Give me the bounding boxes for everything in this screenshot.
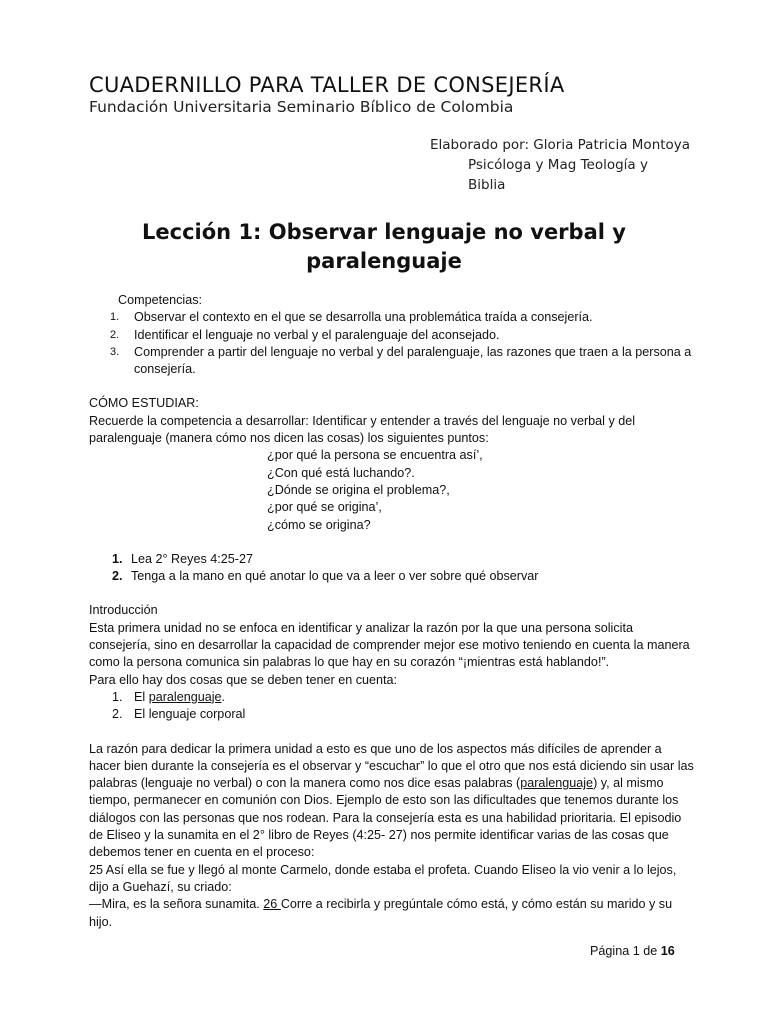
- list-item: [89, 309, 694, 326]
- como-estudiar-heading: CÓMO ESTUDIAR:: [89, 396, 199, 411]
- lesson-title: Lección 1: Observar lenguaje no verbal y paralenguaje: [142, 220, 626, 273]
- paragraph-text: La razón para dedicar la primera unidad a esto es que uno de los aspectos más difíciles de aprender a hacer bien durante la consejería es el observar y “escuchar” lo que el otro que nos está diciendo sin usar las palabras (lenguaje no verbal) o con la manera como nos dice esas palabras (: [89, 741, 694, 791]
- list-text: Lea 2° Reyes 4:25-27: [131, 551, 253, 566]
- competencias-list: [89, 309, 694, 378]
- list-item: [89, 344, 694, 379]
- introduccion-paragraph-4: 25 Así ella se fue y llegó al monte Carmelo, donde estaba el profeta. Cuando Eliseo la vio venir a lo lejos, dijo a Guehazí, su criado:: [89, 862, 677, 894]
- question-item: ¿Con qué está luchando?.: [267, 465, 415, 480]
- introduccion-paragraph-1: Esta primera unidad no se enfoca en identificar y analizar la razón por la que una persona solicita consejería, sino en desarrollar la capacidad de comprender mejor ese motivo teniendo en cuenta la manera como la persona comunica sin palabras lo que hay en su corazón “¡mientras está hablando!”.: [89, 620, 690, 670]
- list-number: 2.: [112, 569, 123, 584]
- underlined-term: paralenguaje: [520, 776, 594, 791]
- question-item: ¿por qué se origina’,: [267, 500, 382, 515]
- questions-list: [89, 447, 694, 533]
- page-number: [590, 944, 675, 958]
- list-number: 3.: [110, 345, 120, 358]
- list-number: 1.: [112, 689, 123, 704]
- list-number: 2.: [110, 328, 120, 341]
- document-body: [89, 292, 694, 931]
- list-number: 2.: [112, 707, 123, 722]
- author-line-1: Elaborado por: Gloria Patricia Montoya: [430, 137, 691, 153]
- introduccion-paragraph-3: [89, 741, 694, 862]
- list-text-end: .: [221, 689, 226, 704]
- introduccion-list: [89, 689, 694, 724]
- underlined-term: paralenguaje: [148, 689, 222, 704]
- page-total: 16: [660, 944, 675, 958]
- introduccion-paragraph-2: Para ello hay dos cosas que se deben tener en cuenta:: [89, 672, 398, 687]
- question-item: ¿cómo se origina?: [267, 517, 371, 532]
- list-text: El: [134, 689, 149, 704]
- paragraph-text: Corre a recibirla y pregúntale cómo está, y cómo están su marido y su hijo.: [89, 897, 673, 929]
- document-subtitle: Fundación Universitaria Seminario Bíblico de Colombia: [89, 98, 514, 116]
- introduccion-heading: Introducción: [89, 603, 158, 618]
- author-line-2: Psicóloga y Mag Teología y: [468, 157, 648, 173]
- page-number-prefix: Página 1 de: [590, 944, 661, 958]
- paragraph-text: ) y, al mismo tiempo, permanecer en comunión con Dios. Ejemplo de esto son las dificultades que tenemos durante los diálogos con las personas que nos rodean. Para la consejería esta es una habilidad prioritaria. El episodio de Eliseo y la sunamita en el 2° libro de Reyes (4:25- 27) nos permite identificar varias de las cosas que debemos tener en cuenta en el proceso:: [89, 776, 682, 860]
- verse-number: 26: [263, 897, 281, 912]
- list-item: [89, 568, 694, 585]
- list-text: Identificar el lenguaje no verbal y el paralenguaje del aconsejado.: [134, 327, 500, 342]
- list-text: Tenga a la mano en qué anotar lo que va a leer o ver sobre qué observar: [131, 569, 539, 584]
- list-item: [89, 689, 694, 706]
- list-text: Observar el contexto en el que se desarrolla una problemática traída a consejería.: [134, 310, 593, 325]
- list-number: 1.: [110, 311, 120, 324]
- list-item: [89, 551, 694, 568]
- author-block: [430, 135, 730, 195]
- list-number: 1.: [112, 551, 123, 566]
- paragraph-text: —Mira, es la señora sunamita.: [89, 897, 264, 912]
- question-item: ¿por qué la persona se encuentra así’,: [267, 448, 483, 463]
- list-text: Comprender a partir del lenguaje no verbal y del paralenguaje, las razones que traen a la persona a consejería.: [134, 344, 692, 377]
- list-item: [89, 327, 694, 344]
- competencias-heading: Competencias:: [118, 293, 202, 307]
- introduccion-paragraph-5: [89, 896, 694, 931]
- como-estudiar-text: Recuerde la competencia a desarrollar: Identificar y entender a través del lenguaje no verbal y del paralenguaje (manera cómo nos dicen las cosas) los siguientes puntos:: [89, 413, 636, 446]
- list-item: [89, 706, 694, 723]
- question-item: ¿Dónde se origina el problema?,: [267, 482, 450, 497]
- list-text: El lenguaje corporal: [134, 707, 246, 722]
- author-line-3: Biblia: [468, 177, 506, 193]
- document-title: CUADERNILLO PARA TALLER DE CONSEJERÍA: [89, 73, 565, 97]
- steps-list: [89, 551, 694, 586]
